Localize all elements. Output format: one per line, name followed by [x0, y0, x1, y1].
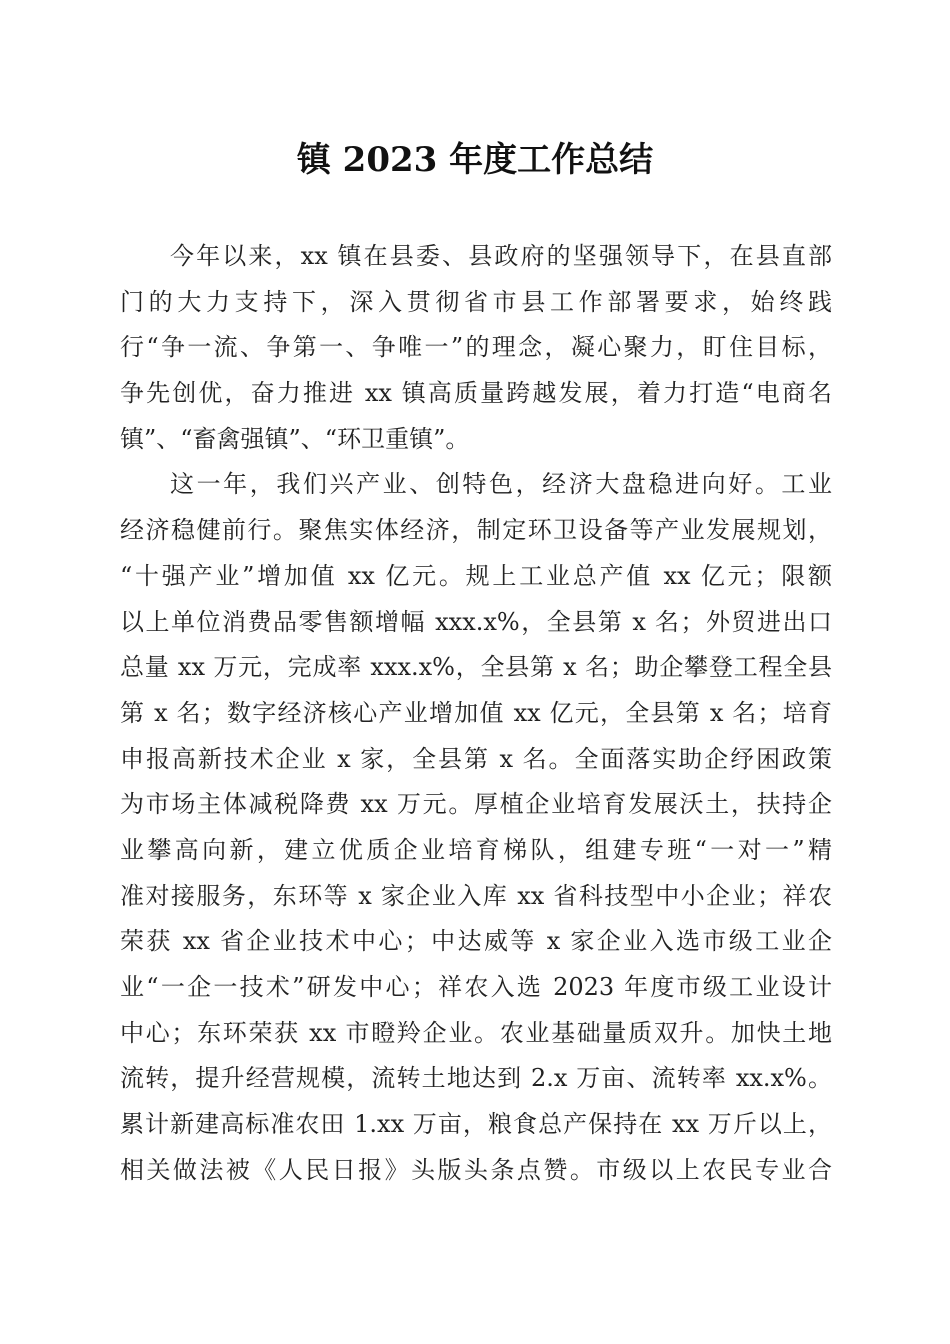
document-body	[120, 234, 832, 1193]
text-line: “十强产业”增加值 xx 亿元。规上工业总产值 xx 亿元；限额	[120, 561, 832, 590]
text-line: 今年以来，xx 镇在县委、县政府的坚强领导下，在县直部	[170, 242, 832, 270]
text-line: 为市场主体减税降费 xx 万元。厚植企业培育发展沃土，扶持企	[120, 790, 832, 819]
text-line: 申报高新技术企业 x 家，全县第 x 名。全面落实助企纾困政策	[120, 744, 832, 773]
document-title: 镇 2023 年度工作总结	[296, 140, 654, 180]
text-line: 总量 xx 万元，完成率 xxx.x%，全县第 x 名；助企攀登工程全县	[120, 653, 832, 682]
text-line: 门的大力支持下，深入贯彻省市县工作部署要求，始终践	[120, 287, 832, 316]
text-line: 镇”、“畜禽强镇”、“环卫重镇”。	[120, 424, 470, 453]
text-line: 中心；东环荣获 xx 市瞪羚企业。农业基础量质双升。加快土地	[120, 1018, 832, 1047]
text-line: 经济稳健前行。聚焦实体经济，制定环卫设备等产业发展规划，	[120, 516, 832, 545]
text-line: 业“一企一技术”研发中心；祥农入选 2023 年度市级工业设计	[120, 973, 832, 1001]
text-line: 争先创优，奋力推进 xx 镇高质量跨越发展，着力打造“电商名	[120, 379, 832, 408]
text-line: 业攀高向新，建立优质企业培育梯队，组建专班“一对一”精	[120, 835, 832, 864]
text-line: 这一年，我们兴产业、创特色，经济大盘稳进向好。工业	[170, 470, 832, 499]
text-line: 荣获 xx 省企业技术中心；中达威等 x 家企业入选市级工业企	[120, 927, 832, 956]
text-line: 流转，提升经营规模，流转土地达到 2.x 万亩、流转率 xx.x%。	[120, 1064, 832, 1093]
text-line: 以上单位消费品零售额增幅 xxx.x%，全县第 x 名；外贸进出口	[120, 607, 832, 636]
text-line: 准对接服务，东环等 x 家企业入库 xx 省科技型中小企业；祥农	[120, 881, 832, 910]
text-line: 累计新建高标准农田 1.xx 万亩，粮食总产保持在 xx 万斤以上，	[120, 1110, 832, 1139]
text-line: 行“争一流、争第一、争唯一”的理念，凝心聚力，盯住目标，	[120, 333, 832, 362]
text-line: 相关做法被《人民日报》头版头条点赞。市级以上农民专业合	[120, 1155, 832, 1184]
text-line: 第 x 名；数字经济核心产业增加值 xx 亿元，全县第 x 名；培育	[120, 698, 832, 727]
